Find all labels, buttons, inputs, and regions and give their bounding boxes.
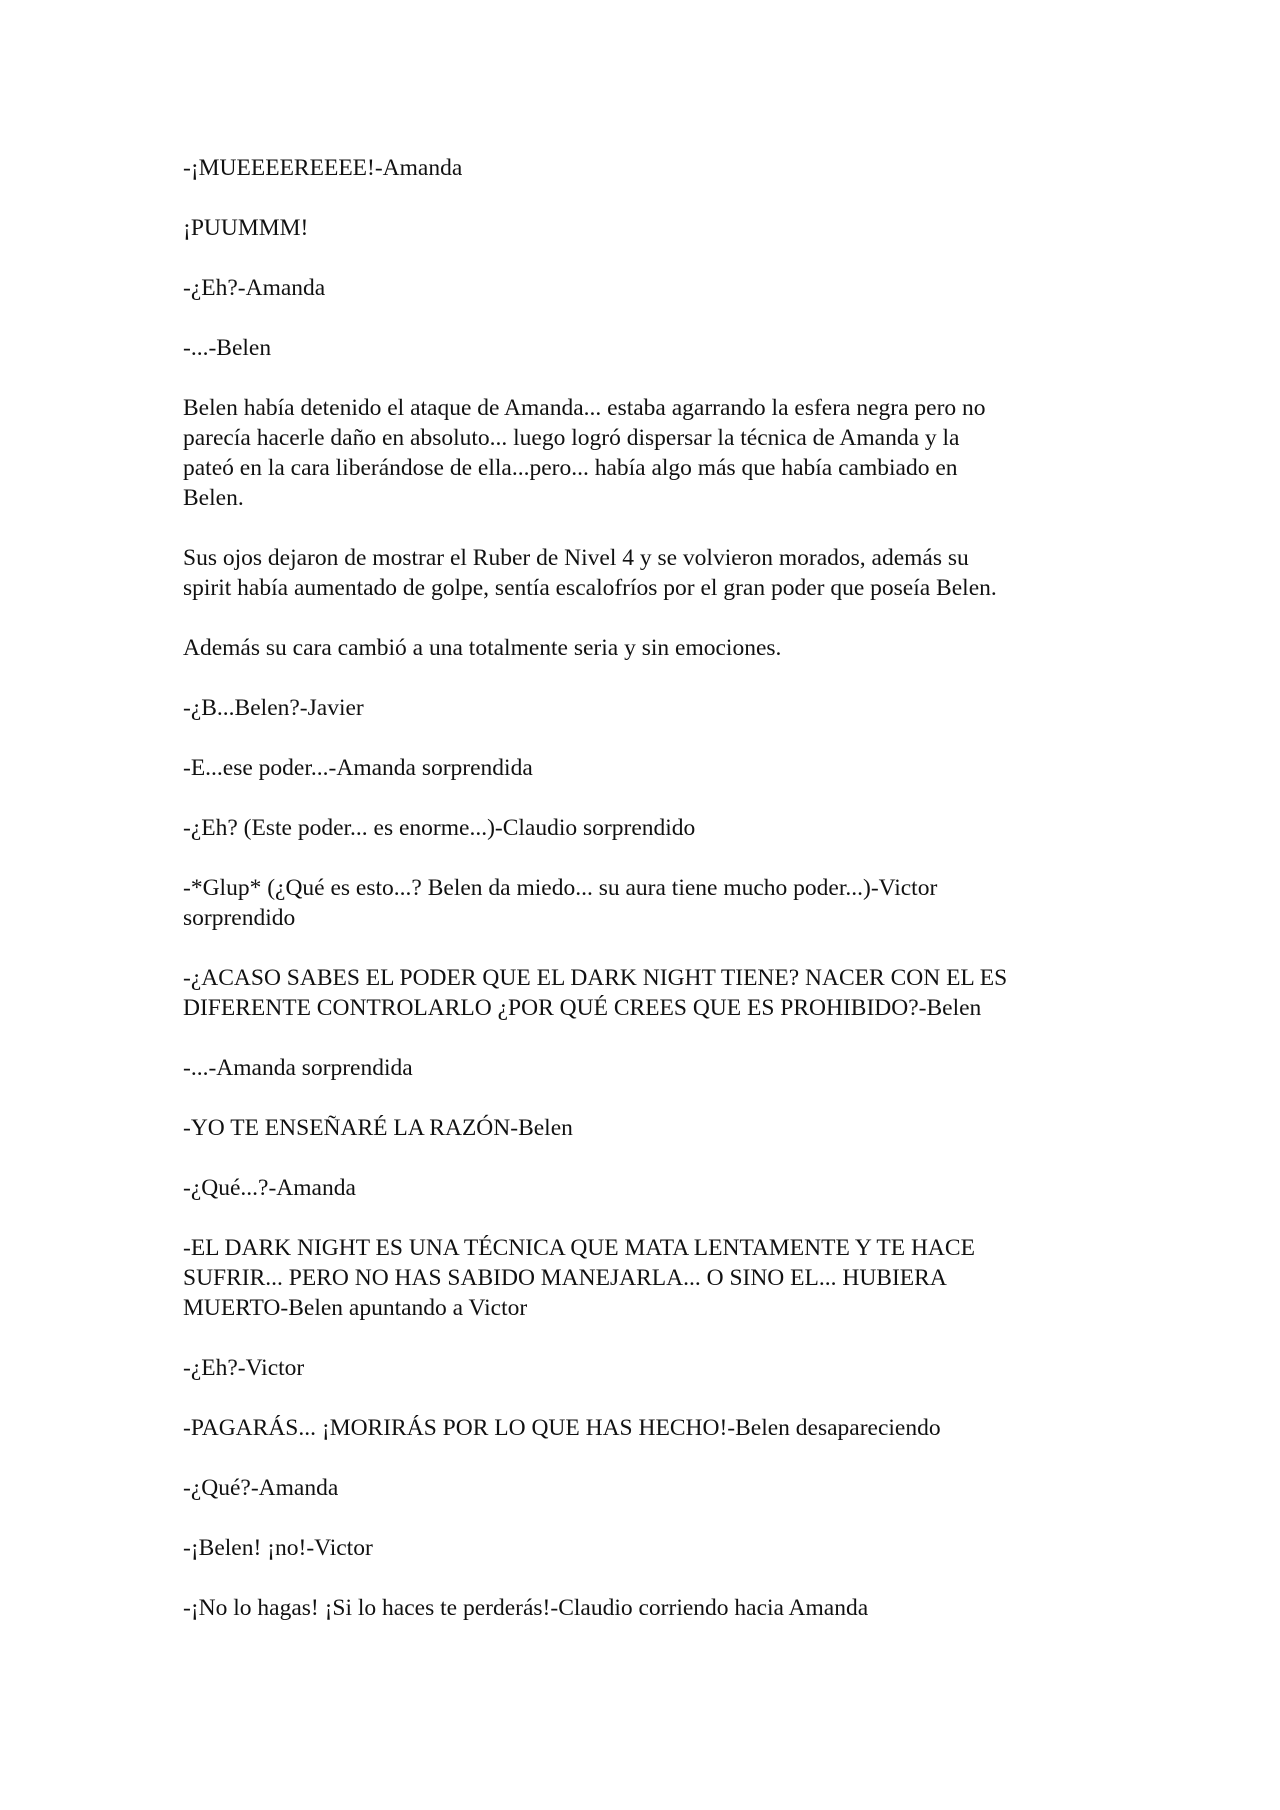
text-line: Belen había detenido el ataque de Amanda... estaba agarrando la esfera negra pero no (183, 395, 986, 421)
text-line: SUFRIR... PERO NO HAS SABIDO MANEJARLA... O SINO EL... HUBIERA (183, 1265, 947, 1291)
text-line: parecía hacerle daño en absoluto... luego logró dispersar la técnica de Amanda y la (183, 425, 960, 451)
text-line: -¿Eh? (Este poder... es enorme...)-Claudio sorprendido (183, 815, 696, 841)
text-line: -¿Qué...?-Amanda (183, 1175, 356, 1201)
text-line: -¿Eh?-Victor (183, 1355, 305, 1381)
text-line: -¡No lo hagas! ¡Si lo haces te perderás!-Claudio corriendo hacia Amanda (183, 1595, 869, 1621)
text-line: DIFERENTE CONTROLARLO ¿POR QUÉ CREES QUE ES PROHIBIDO?-Belen (183, 995, 982, 1021)
paragraph (183, 213, 1123, 243)
paragraph (183, 1533, 1123, 1563)
text-line: -EL DARK NIGHT ES UNA TÉCNICA QUE MATA LENTAMENTE Y TE HACE (183, 1235, 975, 1261)
paragraph (183, 873, 1123, 933)
text-line: -...-Belen (183, 335, 272, 361)
paragraph (183, 1353, 1123, 1383)
paragraph (183, 1593, 1123, 1623)
paragraph (183, 1053, 1123, 1083)
paragraph (183, 1113, 1123, 1143)
text-line: -¿B...Belen?-Javier (183, 695, 364, 721)
text-line: spirit había aumentado de golpe, sentía escalofríos por el gran poder que poseía Belen. (183, 575, 997, 601)
paragraph (183, 693, 1123, 723)
text-line: ¡PUUMMM! (183, 215, 309, 241)
text-line: pateó en la cara liberándose de ella...pero... había algo más que había cambiado en (183, 455, 958, 481)
paragraph (183, 333, 1123, 363)
paragraph (183, 753, 1123, 783)
text-line: -¡Belen! ¡no!-Victor (183, 1535, 373, 1561)
text-line: -¿Qué?-Amanda (183, 1475, 339, 1501)
paragraph (183, 1233, 1123, 1323)
text-line: -E...ese poder...-Amanda sorprendida (183, 755, 533, 781)
paragraph (183, 1173, 1123, 1203)
text-line: Belen. (183, 485, 244, 511)
paragraph (183, 1473, 1123, 1503)
document-page (183, 153, 1123, 1653)
text-line: -¡MUEEEEREEEE!-Amanda (183, 155, 463, 181)
text-line: -PAGARÁS... ¡MORIRÁS POR LO QUE HAS HECHO!-Belen desapareciendo (183, 1415, 941, 1441)
paragraph (183, 393, 1123, 513)
paragraph (183, 153, 1123, 183)
text-line: MUERTO-Belen apuntando a Victor (183, 1295, 528, 1321)
text-line: -YO TE ENSEÑARÉ LA RAZÓN-Belen (183, 1115, 573, 1141)
paragraph (183, 1413, 1123, 1443)
paragraph (183, 813, 1123, 843)
paragraph (183, 963, 1123, 1023)
text-line: sorprendido (183, 905, 296, 931)
text-line: -¿Eh?-Amanda (183, 275, 326, 301)
text-line: Sus ojos dejaron de mostrar el Ruber de Nivel 4 y se volvieron morados, además su (183, 545, 969, 571)
paragraph (183, 273, 1123, 303)
text-line: Además su cara cambió a una totalmente seria y sin emociones. (183, 635, 782, 661)
paragraph (183, 633, 1123, 663)
text-line: -¿ACASO SABES EL PODER QUE EL DARK NIGHT TIENE? NACER CON EL ES (183, 965, 1008, 991)
text-line: -*Glup* (¿Qué es esto...? Belen da miedo... su aura tiene mucho poder...)-Victor (183, 875, 938, 901)
text-line: -...-Amanda sorprendida (183, 1055, 413, 1081)
paragraph (183, 543, 1123, 603)
